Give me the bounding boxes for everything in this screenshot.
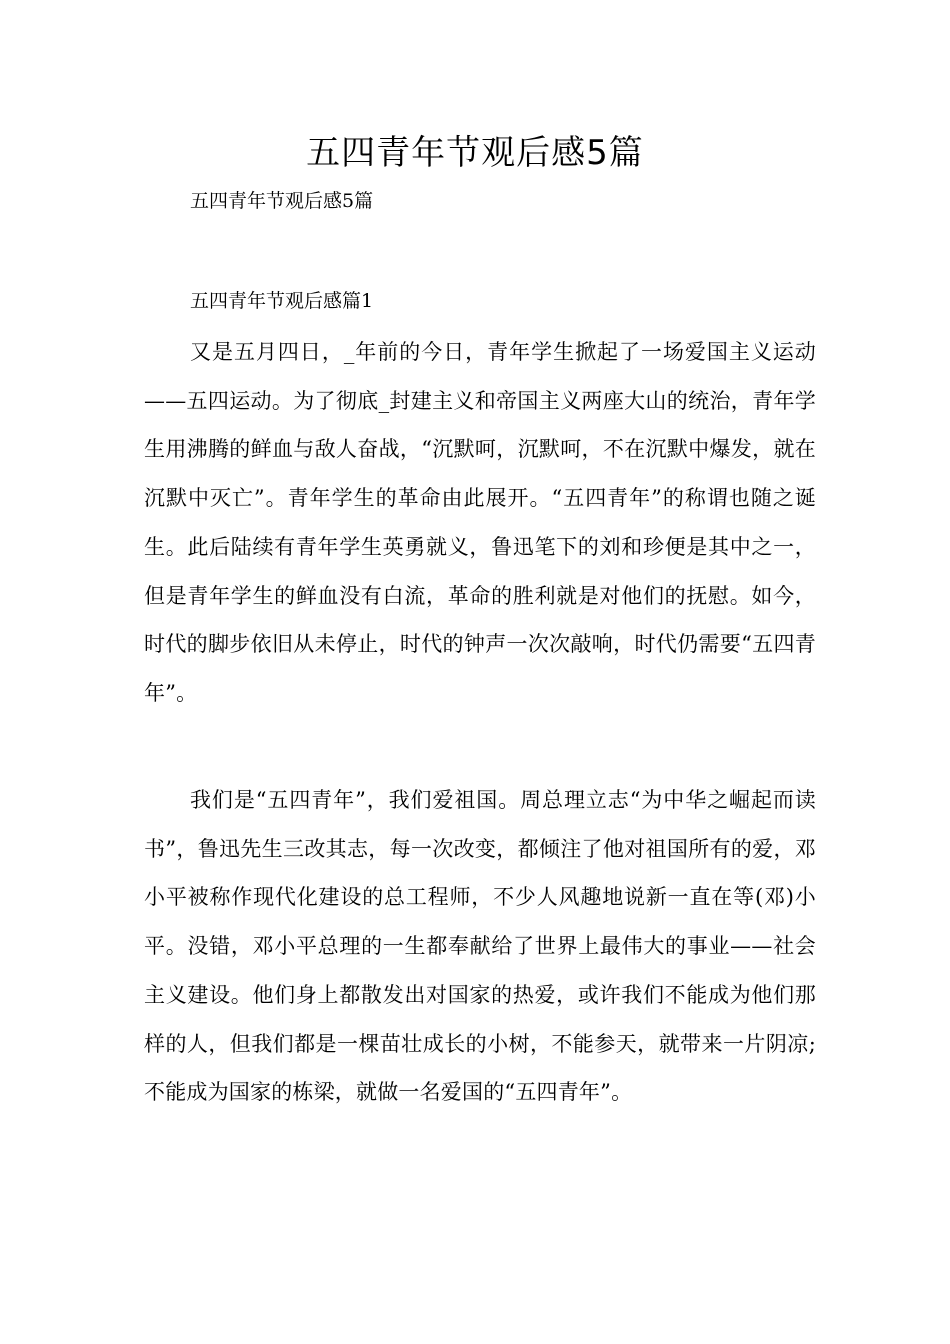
body-paragraph-2: 我们是“五四青年”，我们爱祖国。周总理立志“为中华之崛起而读书”，鲁迅先生三改其志，每一次改变，都倾注了他对祖国所有的爱，邓小平被称作现代化建设的总工程师，不少人风趣地说新一直在等(邓)小平。没错，邓小平总理的一生都奉献给了世界上最伟大的事业——社会主义建设。他们身上都散发出对国家的热爱，或许我们不能成为他们那样的人，但我们都是一棵苗壮成长的小树，不能参天，就带来一片阴凉;不能成为国家的栋梁，就做一名爱国的“五四青年”。: [144, 788, 816, 1105]
document-subtitle: 五四青年节观后感5篇: [190, 190, 374, 212]
document-title: 五四青年节观后感5篇: [306, 133, 644, 173]
section-heading: 五四青年节观后感篇1: [190, 290, 374, 312]
body-paragraph-1: 又是五月四日，_年前的今日，青年学生掀起了一场爱国主义运动——五四运动。为了彻底_封建主义和帝国主义两座大山的统治，青年学生用沸腾的鲜血与敌人奋战，“沉默呵，沉默呵，不在沉默中爆发，就在沉默中灭亡”。青年学生的革命由此展开。“五四青年”的称谓也随之诞生。此后陆续有青年学生英勇就义，鲁迅笔下的刘和珍便是其中之一，但是青年学生的鲜血没有白流，革命的胜利就是对他们的抚慰。如今，时代的脚步依旧从未停止，时代的钟声一次次敲响，时代仍需要“五四青年”。: [144, 340, 816, 705]
